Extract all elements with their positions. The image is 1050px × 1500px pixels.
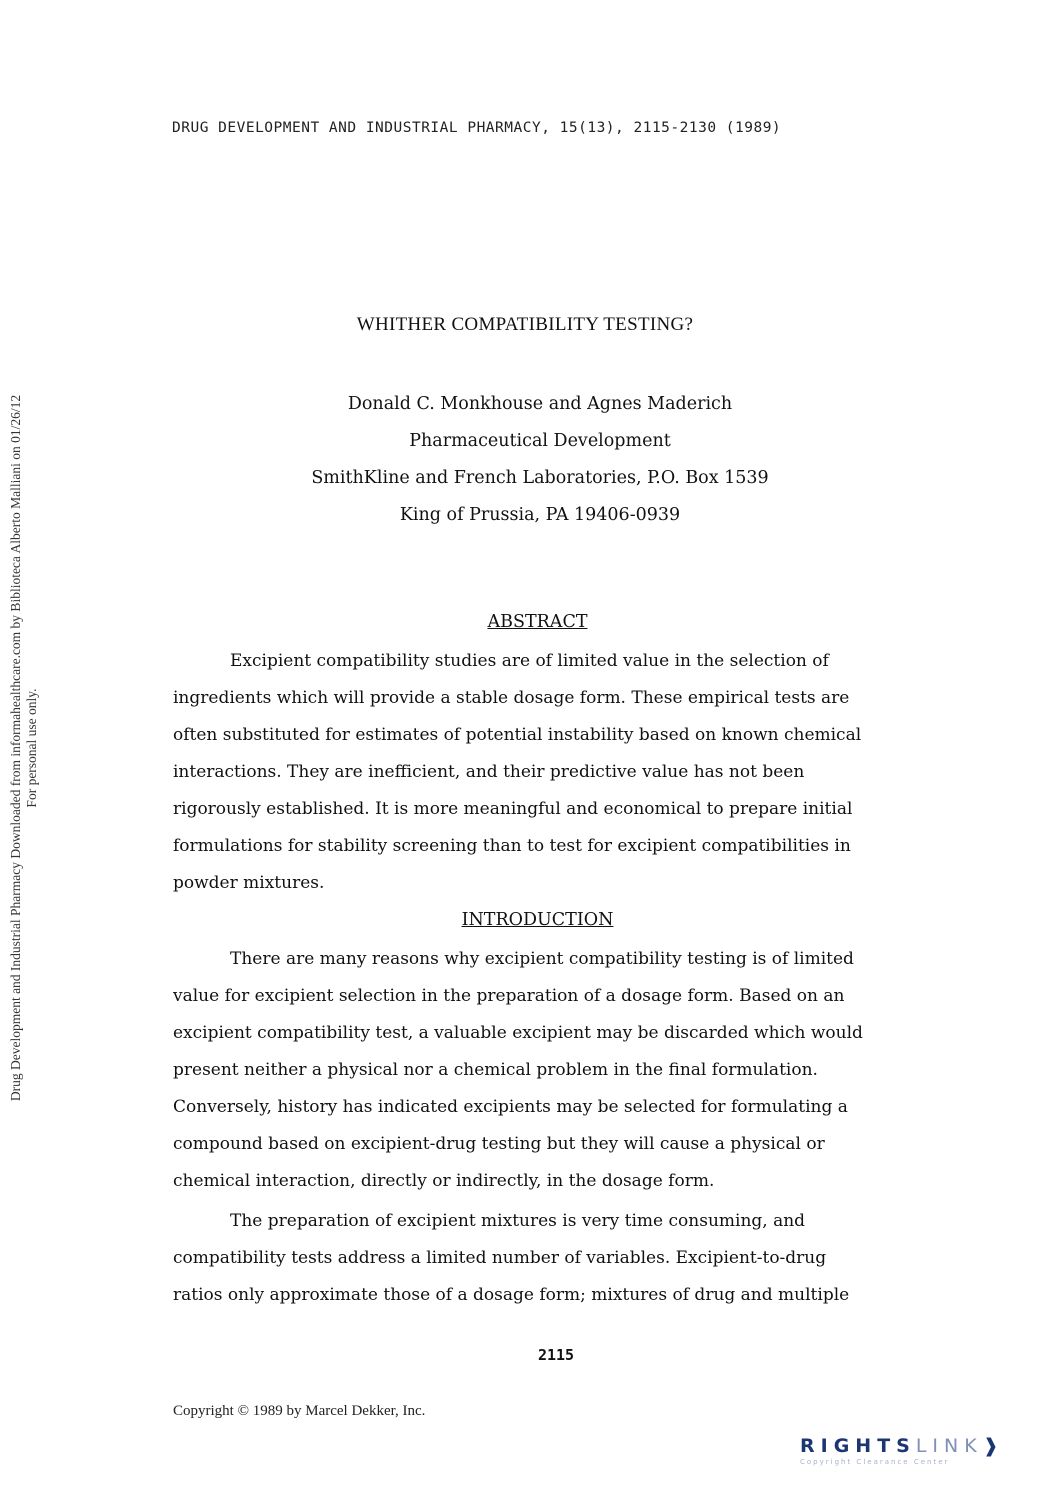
watermark-line-2: For personal use only. [24, 688, 39, 808]
abstract-line: powder mixtures. [173, 873, 325, 893]
introduction-paragraph-1 [173, 941, 918, 1200]
watermark-line-1: Drug Development and Industrial Pharmacy Downloaded from informahealthcare.com by Biblioteca Alberto Malliani on 01/26/12 [8, 394, 23, 1102]
abstract-heading: ABSTRACT [487, 612, 588, 632]
institution: SmithKline and French Laboratories, P.O. Box 1539 [311, 468, 769, 488]
abstract-line: rigorously established. It is more meaningful and economical to prepare initial [173, 799, 853, 819]
page-number: 2115 [537, 1346, 575, 1364]
intro-line: There are many reasons why excipient compatibility testing is of limited [230, 949, 854, 969]
article-title: WHITHER COMPATIBILITY TESTING? [356, 314, 694, 335]
intro-line: The preparation of excipient mixtures is very time consuming, and [230, 1211, 806, 1231]
abstract-paragraph [173, 643, 918, 902]
introduction-paragraph-2 [173, 1203, 918, 1314]
intro-line: Conversely, history has indicated excipients may be selected for formulating a [173, 1097, 848, 1117]
intro-line: compatibility tests address a limited number of variables. Excipient-to-drug [173, 1248, 827, 1268]
abstract-line: ingredients which will provide a stable dosage form. These empirical tests are [173, 688, 850, 708]
logo-subtitle: Copyright Clearance Center [800, 1458, 950, 1466]
logo-link-text: LINK [915, 1435, 983, 1457]
intro-line: value for excipient selection in the preparation of a dosage form. Based on an [173, 986, 845, 1006]
intro-line: chemical interaction, directly or indirectly, in the dosage form. [173, 1171, 715, 1191]
department: Pharmaceutical Development [409, 431, 671, 451]
abstract-line: interactions. They are inefficient, and their predictive value has not been [173, 762, 805, 782]
intro-line: ratios only approximate those of a dosage form; mixtures of drug and multiple [173, 1285, 850, 1305]
introduction-heading: INTRODUCTION [461, 910, 614, 930]
authors: Donald C. Monkhouse and Agnes Maderich [347, 394, 733, 414]
chevron-icon: ❱ [982, 1435, 1005, 1457]
abstract-line: formulations for stability screening than to test for excipient compatibilities in [173, 836, 851, 856]
copyright-notice: Copyright © 1989 by Marcel Dekker, Inc. [173, 1403, 426, 1419]
intro-line: present neither a physical nor a chemical problem in the final formulation. [173, 1060, 818, 1080]
abstract-line: often substituted for estimates of potential instability based on known chemical [173, 725, 862, 745]
location: King of Prussia, PA 19406-0939 [399, 505, 681, 525]
intro-line: compound based on excipient-drug testing but they will cause a physical or [173, 1134, 825, 1154]
logo-rights-text: RIGHTS [800, 1435, 916, 1457]
rightslink-logo[interactable] [800, 1435, 1030, 1475]
abstract-line: Excipient compatibility studies are of limited value in the selection of [230, 651, 829, 671]
journal-header: DRUG DEVELOPMENT AND INDUSTRIAL PHARMACY, 15(13), 2115-2130 (1989) [172, 120, 782, 136]
intro-line: excipient compatibility test, a valuable excipient may be discarded which would [173, 1023, 863, 1043]
